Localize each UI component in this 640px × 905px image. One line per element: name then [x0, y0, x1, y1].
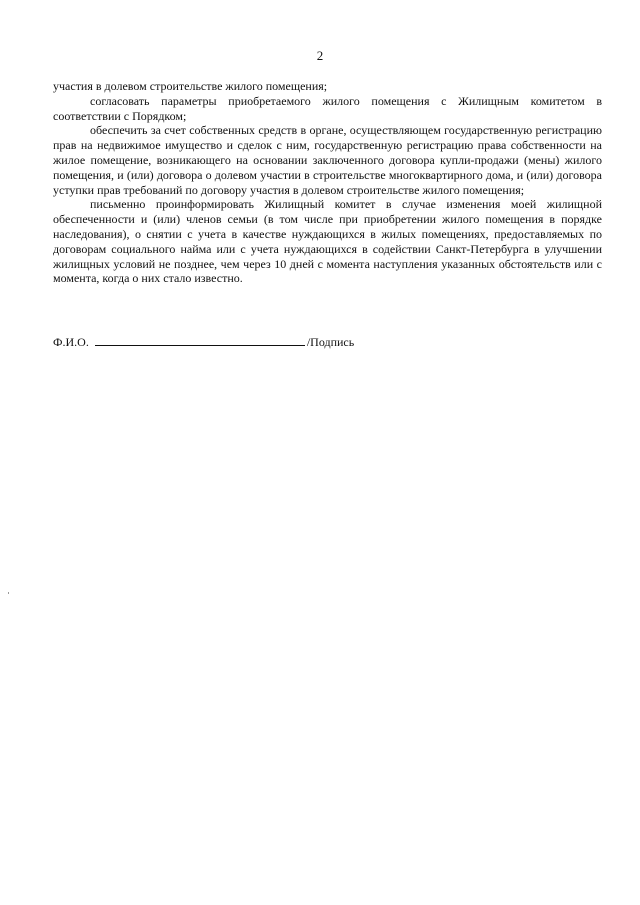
scan-speck — [8, 592, 9, 594]
paragraph-inform-committee: письменно проинформировать Жилищный комитет в случае изменения моей жилищной обеспеченности и (или) членов семьи (в том числе при приобретении жилого помещения в порядке наследования), о снятии с учета в качестве нуждающихся в жилых помещениях, предоставляемых по договорам социального найма или с учета нуждающихся в содействии Санкт-Петербурга в улучшении жилищных условий не позднее, чем через 10 дней с момента наступления указанных обстоятельств или с момента, когда о них стало известно. — [53, 197, 602, 286]
signature-line — [53, 334, 354, 350]
paragraph-ensure-registration: обеспечить за счет собственных средств в органе, осуществляющем государственную регистрацию прав на недвижимое имущество и сделок с ним, государственную регистрацию права собственности на жилое помещение, возникающего на основании заключенного договора купли-продажи (мены) жилого помещения, и (или) договора о долевом участии в строительстве многоквартирного дома, и (или) договора уступки прав требований по договору участия в долевом строительстве жилого помещения; — [53, 123, 602, 197]
signature-label: /Подпись — [306, 335, 355, 349]
page-number: 2 — [316, 48, 324, 63]
fio-label: Ф.И.О. — [53, 335, 89, 349]
signature-blank[interactable] — [95, 334, 305, 346]
document-body — [53, 79, 602, 286]
paragraph-agree-parameters: согласовать параметры приобретаемого жилого помещения с Жилищным комитетом в соответствии с Порядком; — [53, 93, 602, 123]
paragraph-continuation: участия в долевом строительстве жилого помещения; — [53, 79, 328, 93]
